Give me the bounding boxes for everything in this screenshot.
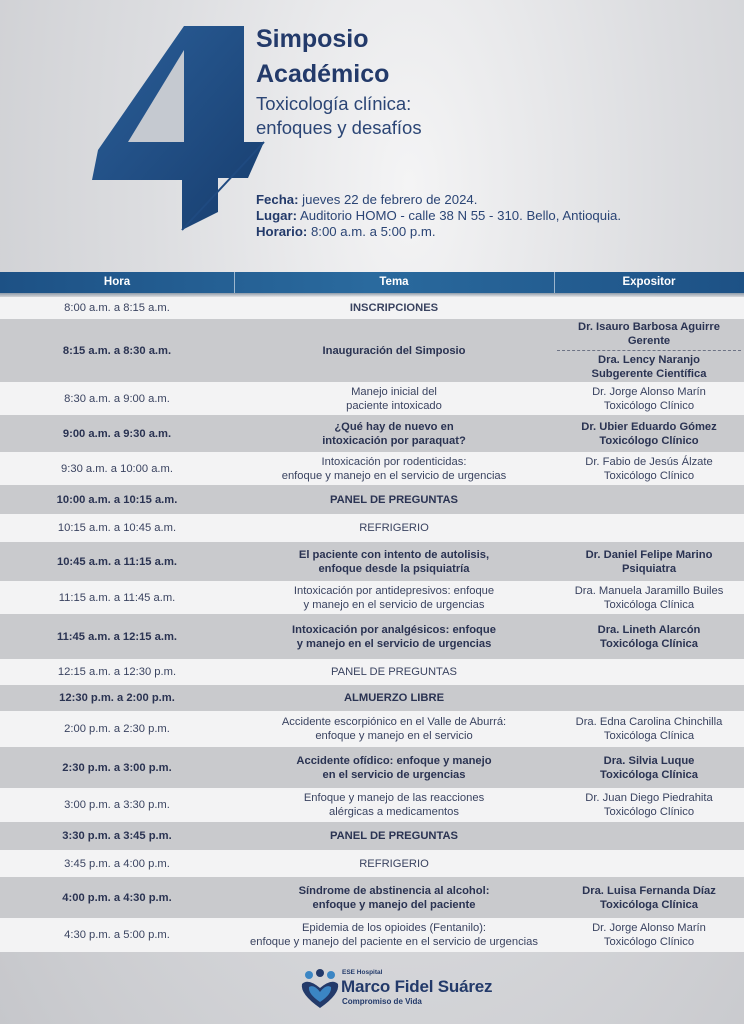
- speaker-role: Toxicólogo Clínico: [603, 806, 695, 818]
- row-time: 8:30 a.m. a 9:00 a.m.: [64, 392, 170, 405]
- speaker-name: Dr. Jorge Alonso Marín: [592, 385, 706, 398]
- title-line-1: Simposio: [256, 25, 369, 53]
- logo-name: Marco Fidel Suárez: [341, 977, 493, 996]
- speaker-name: Dra. Lency Naranjo: [598, 354, 700, 366]
- table-row: [0, 485, 744, 514]
- speaker-name: Dr. Isauro Barbosa Aguirre: [578, 321, 720, 333]
- row-time: 11:45 a.m. a 12:15 a.m.: [56, 630, 178, 643]
- subtitle-line-2: enfoques y desafíos: [256, 117, 422, 138]
- speaker-name: Dr. Fabio de Jesús Álzate: [585, 455, 713, 468]
- speaker-name: Dra. Luisa Fernanda Díaz: [582, 884, 716, 897]
- table-row: [0, 452, 744, 485]
- row-topic: [234, 455, 554, 483]
- row-topic: [234, 691, 554, 705]
- speaker-name: Dra. Edna Carolina Chinchilla: [575, 716, 723, 728]
- speaker-role: Toxicóloga Clínica: [603, 598, 695, 611]
- row-topic: [234, 829, 554, 843]
- speaker-role: Toxicólogo Clínico: [603, 469, 695, 482]
- speaker-name: Dr. Ubier Eduardo Gómez: [581, 420, 717, 433]
- topic-line: Enfoque y manejo de las reacciones: [303, 792, 485, 804]
- row-topic: [234, 791, 554, 819]
- topic-line: Intoxicación por antidepresivos: enfoque: [293, 584, 495, 597]
- row-topic: [234, 584, 554, 612]
- topic-line: Síndrome de abstinencia al alcohol:: [298, 884, 490, 897]
- topic-line: Manejo inicial del: [351, 385, 437, 398]
- table-row: [0, 659, 744, 685]
- speaker-name: Dra. Silvia Luque: [603, 754, 695, 767]
- topic-line: en el servicio de urgencias: [322, 768, 466, 781]
- row-speaker: [554, 715, 744, 743]
- row-topic: [234, 715, 554, 743]
- table-row: [0, 822, 744, 850]
- row-speaker: [554, 921, 744, 949]
- topic-line: ¿Qué hay de nuevo en: [334, 420, 454, 433]
- table-row: [0, 514, 744, 542]
- fecha-label: Fecha:: [256, 192, 299, 207]
- table-header: [0, 272, 744, 293]
- header-tema: Tema: [379, 276, 409, 288]
- number-four-graphic: [88, 20, 268, 235]
- row-speaker: [554, 385, 744, 413]
- table-row: [0, 685, 744, 711]
- row-time: 3:00 p.m. a 3:30 p.m.: [64, 799, 170, 811]
- speaker-role: Toxicóloga Clínica: [599, 768, 698, 781]
- row-speaker: [554, 548, 744, 576]
- topic-line: alérgicas a medicamentos: [329, 806, 459, 818]
- speaker-role: Toxicóloga Clínica: [603, 730, 695, 742]
- row-time: 10:00 a.m. a 10:15 a.m.: [56, 493, 178, 506]
- table-row: [0, 788, 744, 822]
- topic-line: Intoxicación por analgésicos: enfoque: [292, 623, 496, 636]
- row-time: 2:00 p.m. a 2:30 p.m.: [64, 723, 170, 735]
- row-time: 11:15 a.m. a 11:45 a.m.: [58, 591, 176, 604]
- row-time: 9:00 a.m. a 9:30 a.m.: [62, 427, 172, 440]
- row-topic: [234, 301, 554, 315]
- speaker-role: Gerente: [627, 335, 671, 347]
- topic-line: enfoque y manejo en el servicio: [315, 730, 473, 742]
- topic-line: INSCRIPCIONES: [349, 302, 439, 314]
- speaker-role: Toxicólogo Clínico: [603, 399, 695, 412]
- row-time: 2:30 p.m. a 3:00 p.m.: [62, 761, 172, 774]
- row-time: 9:30 a.m. a 10:00 a.m.: [61, 462, 173, 475]
- row-time: 3:30 p.m. a 3:45 p.m.: [62, 830, 172, 842]
- topic-line: PANEL DE PREGUNTAS: [331, 666, 457, 678]
- header-expositor: Expositor: [622, 276, 676, 288]
- table-row: [0, 747, 744, 788]
- row-topic: [234, 420, 554, 448]
- row-time: 10:15 a.m. a 10:45 a.m.: [57, 522, 177, 534]
- row-speaker: [554, 584, 744, 612]
- row-topic: [234, 884, 554, 912]
- row-time: 12:15 a.m. a 12:30 p.m.: [57, 666, 177, 678]
- table-row: [0, 382, 744, 415]
- speaker-name: Dr. Daniel Felipe Marino: [585, 548, 713, 561]
- header-hora: Hora: [103, 276, 131, 288]
- topic-line: paciente intoxicado: [346, 399, 442, 412]
- event-date: [256, 191, 477, 208]
- topic-line: enfoque y manejo del paciente en el servicio de urgencias: [250, 936, 538, 948]
- topic-line: PANEL DE PREGUNTAS: [329, 493, 459, 506]
- fecha-value: jueves 22 de febrero de 2024.: [298, 192, 478, 207]
- topic-line: Accidente escorpiónico en el Valle de Aburrá:: [281, 716, 507, 728]
- topic-line: enfoque y manejo del paciente: [312, 898, 476, 911]
- row-speaker: [554, 455, 744, 483]
- speaker-name: Dra. Manuela Jaramillo Builes: [574, 584, 724, 597]
- speaker-name: Dra. Lineth Alarcón: [597, 623, 701, 636]
- row-topic: [234, 344, 554, 358]
- topic-line: Epidemia de los opioides (Fentanilo):: [301, 922, 487, 934]
- row-topic: [234, 665, 554, 679]
- topic-line: ALMUERZO LIBRE: [343, 692, 445, 704]
- topic-line: enfoque desde la psiquiatría: [318, 562, 470, 575]
- speaker-role: Subgerente Científica: [591, 368, 707, 380]
- speaker-role: Toxicóloga Clínica: [599, 637, 698, 650]
- row-time: 3:45 p.m. a 4:00 p.m.: [64, 857, 170, 870]
- logo-small-text: ESE Hospital: [342, 969, 383, 976]
- row-speaker: [554, 420, 744, 448]
- horario-value: 8:00 a.m. a 5:00 p.m.: [307, 224, 436, 239]
- table-row: [0, 877, 744, 918]
- topic-line: y manejo en el servicio de urgencias: [303, 598, 485, 611]
- row-speaker: [554, 320, 744, 381]
- row-time: 4:30 p.m. a 5:00 p.m.: [64, 929, 170, 941]
- table-row: [0, 319, 744, 382]
- row-time: 4:00 p.m. a 4:30 p.m.: [62, 891, 172, 904]
- row-topic: [234, 857, 554, 871]
- table-row: [0, 415, 744, 452]
- row-time: 8:00 a.m. a 8:15 a.m.: [64, 302, 170, 314]
- topic-line: El paciente con intento de autolisis,: [298, 548, 490, 561]
- speaker-role: Toxicóloga Clínica: [599, 898, 698, 911]
- row-speaker: [554, 791, 744, 819]
- topic-line: Intoxicación por rodenticidas:: [321, 455, 467, 468]
- row-topic: [234, 754, 554, 782]
- topic-line: Inauguración del Simposio: [322, 344, 466, 357]
- topic-line: REFRIGERIO: [359, 522, 429, 534]
- lugar-value: Auditorio HOMO - calle 38 N 55 - 310. Bello, Antioquia.: [297, 208, 622, 223]
- hero-header: [0, 0, 744, 270]
- row-topic: [234, 521, 554, 535]
- table-row: [0, 918, 744, 952]
- row-time: 12:30 p.m. a 2:00 p.m.: [59, 692, 175, 704]
- row-time: 10:45 a.m. a 11:15 a.m.: [56, 555, 178, 568]
- table-row: [0, 614, 744, 659]
- lugar-label: Lugar:: [256, 208, 298, 223]
- row-topic: [234, 385, 554, 413]
- event-schedule: [256, 223, 436, 240]
- row-time: 8:15 a.m. a 8:30 a.m.: [62, 344, 172, 357]
- table-row: [0, 850, 744, 877]
- speaker-divider: [557, 350, 741, 351]
- subtitle-line-1: Toxicología clínica:: [256, 93, 412, 114]
- topic-line: intoxicación por paraquat?: [322, 434, 466, 447]
- row-topic: [234, 623, 554, 651]
- row-topic: [234, 493, 554, 507]
- speaker-name: Dr. Juan Diego Piedrahita: [585, 792, 713, 804]
- hearts-people-icon: [300, 968, 340, 1010]
- table-row: [0, 297, 744, 319]
- horario-label: Horario:: [256, 224, 308, 239]
- speaker-role: Toxicólogo Clínico: [599, 434, 699, 447]
- row-topic: [234, 921, 554, 949]
- topic-line: PANEL DE PREGUNTAS: [329, 830, 459, 842]
- row-topic: [234, 548, 554, 576]
- logo-tagline: Compromiso de Vida: [342, 997, 422, 1006]
- speaker-role: Toxicólogo Clínico: [603, 936, 695, 948]
- topic-line: enfoque y manejo en el servicio de urgencias: [281, 469, 507, 482]
- row-speaker: [554, 623, 744, 651]
- topic-line: y manejo en el servicio de urgencias: [296, 637, 492, 650]
- speaker-role: Psiquiatra: [621, 562, 677, 575]
- topic-line: Accidente ofídico: enfoque y manejo: [296, 754, 492, 767]
- row-speaker: [554, 754, 744, 782]
- row-speaker: [554, 884, 744, 912]
- table-row: [0, 581, 744, 614]
- table-row: [0, 542, 744, 581]
- event-location: [256, 207, 621, 224]
- topic-line: REFRIGERIO: [359, 857, 429, 870]
- table-row: [0, 711, 744, 747]
- title-line-2: Académico: [256, 60, 390, 88]
- speaker-name: Dr. Jorge Alonso Marín: [592, 922, 706, 934]
